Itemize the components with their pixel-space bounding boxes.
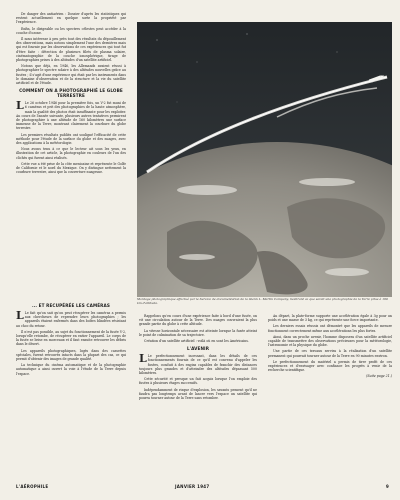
paragraph: Enfin, le dirigeable ou les spectres célestes peut accéder à la couche d'ozone. bbox=[16, 26, 126, 35]
paragraph: Les premiers résultats publiés ont souligné l'efficacité de cette méthode pour l'étude de la surface du globe et des nuages, avec des applications à la météorologie. bbox=[16, 132, 126, 146]
column-middle bbox=[139, 314, 257, 482]
paragraph: Il nous intéresse à peu près tout des résultats du dépouillement des observations, mais notons simplement l'une des dernières mais qui est fournie par les observations de ces expériences qui tout fut d'être faite : détection de plusieurs filets de plasma solaire, cinématographie de la couche ionosphérique, tirage de photographies prises à des altitudes d'un satellite artificiel. bbox=[16, 37, 126, 63]
section-heading: ... ET RECUPÉRÉE LES CAMÉRAS bbox=[32, 303, 110, 308]
earth-photograph bbox=[137, 22, 392, 297]
paragraph-text: Le perfectionnement incessant, dans les détails de ces fonctionnements fournis de ce qu'il est convenu d'appeler les fusées, conduit à des engins capables de franchir des distances toujours plus grandes et d'atteindre des altitudes dépassant 500 kilomètres. bbox=[139, 354, 257, 376]
paragraph: Indépendamment de risque d'explosion, les savants pensent qu'il ne faudra pas longtemps avant de lancer vers l'espace un satellite qui pourra tourner autour de la Terre sans retomber. bbox=[139, 387, 257, 401]
paragraph: Rappelons qu'en cours d'une expérience faite à bord d'une fusée, on vit une circulation autour de la Terre. Des nuages couvraient la plus grande partie du globe à cette altitude. bbox=[139, 314, 257, 327]
section-heading: COMMENT ON A PHOTOGRAPHIÉ LE GLOBE TERRESTRE bbox=[19, 88, 123, 99]
photo-caption: Montage photographique effectué par le Service de documentation de la Glenn L. Martin Company, montrant ce que serait une photographie de la Terre prise à 160 km d'altitude. bbox=[137, 297, 388, 305]
page-number: 9 bbox=[386, 484, 390, 489]
paragraph: Cette vue a été prise de la côte mexicaine et représente le Golfe de Californie et le nord du Mexique. On y distingue nettement la courbure terrestre, ainsi que la couverture nuageuse. bbox=[16, 161, 126, 175]
paragraph: Les derniers essais réussis ont démontré que les appareils de mesure fonctionnent correctement même aux accélérations les plus fortes. bbox=[268, 324, 392, 333]
paragraph: Création d'un satellite artificiel : voilà où en sont les Américains. bbox=[144, 339, 249, 344]
paragraph: Les appareils photographiques, logés dans des cassettes spéciales, furent retrouvés intacts dans la plupart des cas, ce qui permit d'obtenir des images de grande qualité. bbox=[16, 348, 126, 362]
paragraph: Ainsi, dans un proche avenir, l'homme disposera d'un satellite artificiel capable de transmettre des observations précieuses pour la météorologie, l'astronomie et la physique du globe. bbox=[268, 334, 392, 348]
paragraph: Au départ, la plate-forme supporte une accélération égale à 3g pour un poids et une masse de 3 kg, ce qui représente une force importante. bbox=[268, 314, 392, 323]
column-left-bottom bbox=[16, 300, 126, 480]
paragraph-text: Le 26 octobre 1946 pour la première fois, un V-2 fut muni de 6 caméras et prit des photographies de la haute atmosphère, mais la qualité des photos était insuffisante pour les exploiter. Au cours de l'année suivante, plusieurs autres tentatives permirent de photographier à une altitude de 160 kilomètres une surface immense de la Terre, montrant clairement la courbure du globe terrestre. bbox=[16, 101, 126, 131]
column-right bbox=[268, 314, 392, 482]
footer-magazine-name: L'AÉROPHILE bbox=[16, 484, 49, 489]
paragraph: De danger des antiaérien : Dossier d'après les statistiques qui restent actuellement en quelque sorte la propriété par l'expérience. bbox=[16, 12, 126, 25]
paragraph: Il n'est pas possible, au sujet du fonctionnement de la fusée V-2, lorsqu'elle retombe, de récupérer en entier l'appareil. Le corps de la fusée se brise en morceaux et il faut ensuite retrouver les débris dans le désert. bbox=[16, 329, 126, 347]
earth-photo-illustration bbox=[137, 22, 392, 297]
paragraph: Une partie de ces travaux servira à la réalisation d'un satellite permanent qui pourrait tourner autour de la Terre en 90 minutes environ. bbox=[268, 349, 392, 358]
drop-cap: L bbox=[16, 309, 24, 322]
paragraph: Nous avons tenu à ce que le lecteur ait sous les yeux, en illustration de cet article, la photographie en couleurs de l'un des clichés qui furent ainsi réalisés. bbox=[16, 147, 126, 160]
paragraph bbox=[16, 311, 126, 328]
paragraph: Cette sécurité et presque un fait acquis lorsque l'on emploie des fusées à plusieurs étages successifs. bbox=[139, 377, 257, 386]
paragraph: La technique du cinéma automatique et de la photographie automatique a ainsi ouvert la voie à l'étude de la Terre depuis l'espace. bbox=[16, 363, 126, 376]
footer-date: JANVIER 1947 bbox=[175, 484, 210, 489]
paragraph: La vitesse horizontale nécessaire est atteinte lorsque la fusée atteint le point de culmination de sa trajectoire. bbox=[139, 328, 257, 337]
paragraph-text: Le fait qu'on sait qu'on peut récupérer les caméras a permis aux chercheurs de reprendre leurs photographies ; les appareils étaient enfermés dans des boîtes blindées résistant au choc du retour. bbox=[16, 311, 126, 328]
paragraph: Le perfectionnement du matériel a permis de tirer profit de ces expériences et d'envisager avec confiance les progrès à venir de la recherche scientifique. bbox=[268, 359, 392, 373]
drop-cap: L bbox=[16, 99, 24, 113]
paragraph: Notons que déjà, en 1946, les Allemands avaient réussi à photographier le spectre solaire à des altitudes nouvelles grâce au fusées ; il s'agit d'une expérience qui était par les instruments dans le domaine d'observation et de la structure et la vie du satellite artificiel et de l'étude. bbox=[16, 64, 126, 86]
drop-cap: L bbox=[139, 352, 147, 366]
paragraph bbox=[16, 101, 126, 130]
column-left-top bbox=[16, 12, 126, 274]
section-heading: L'AVENIR bbox=[186, 346, 210, 352]
continued-note: (Suite page 21.) bbox=[366, 374, 392, 379]
paragraph bbox=[139, 354, 257, 375]
